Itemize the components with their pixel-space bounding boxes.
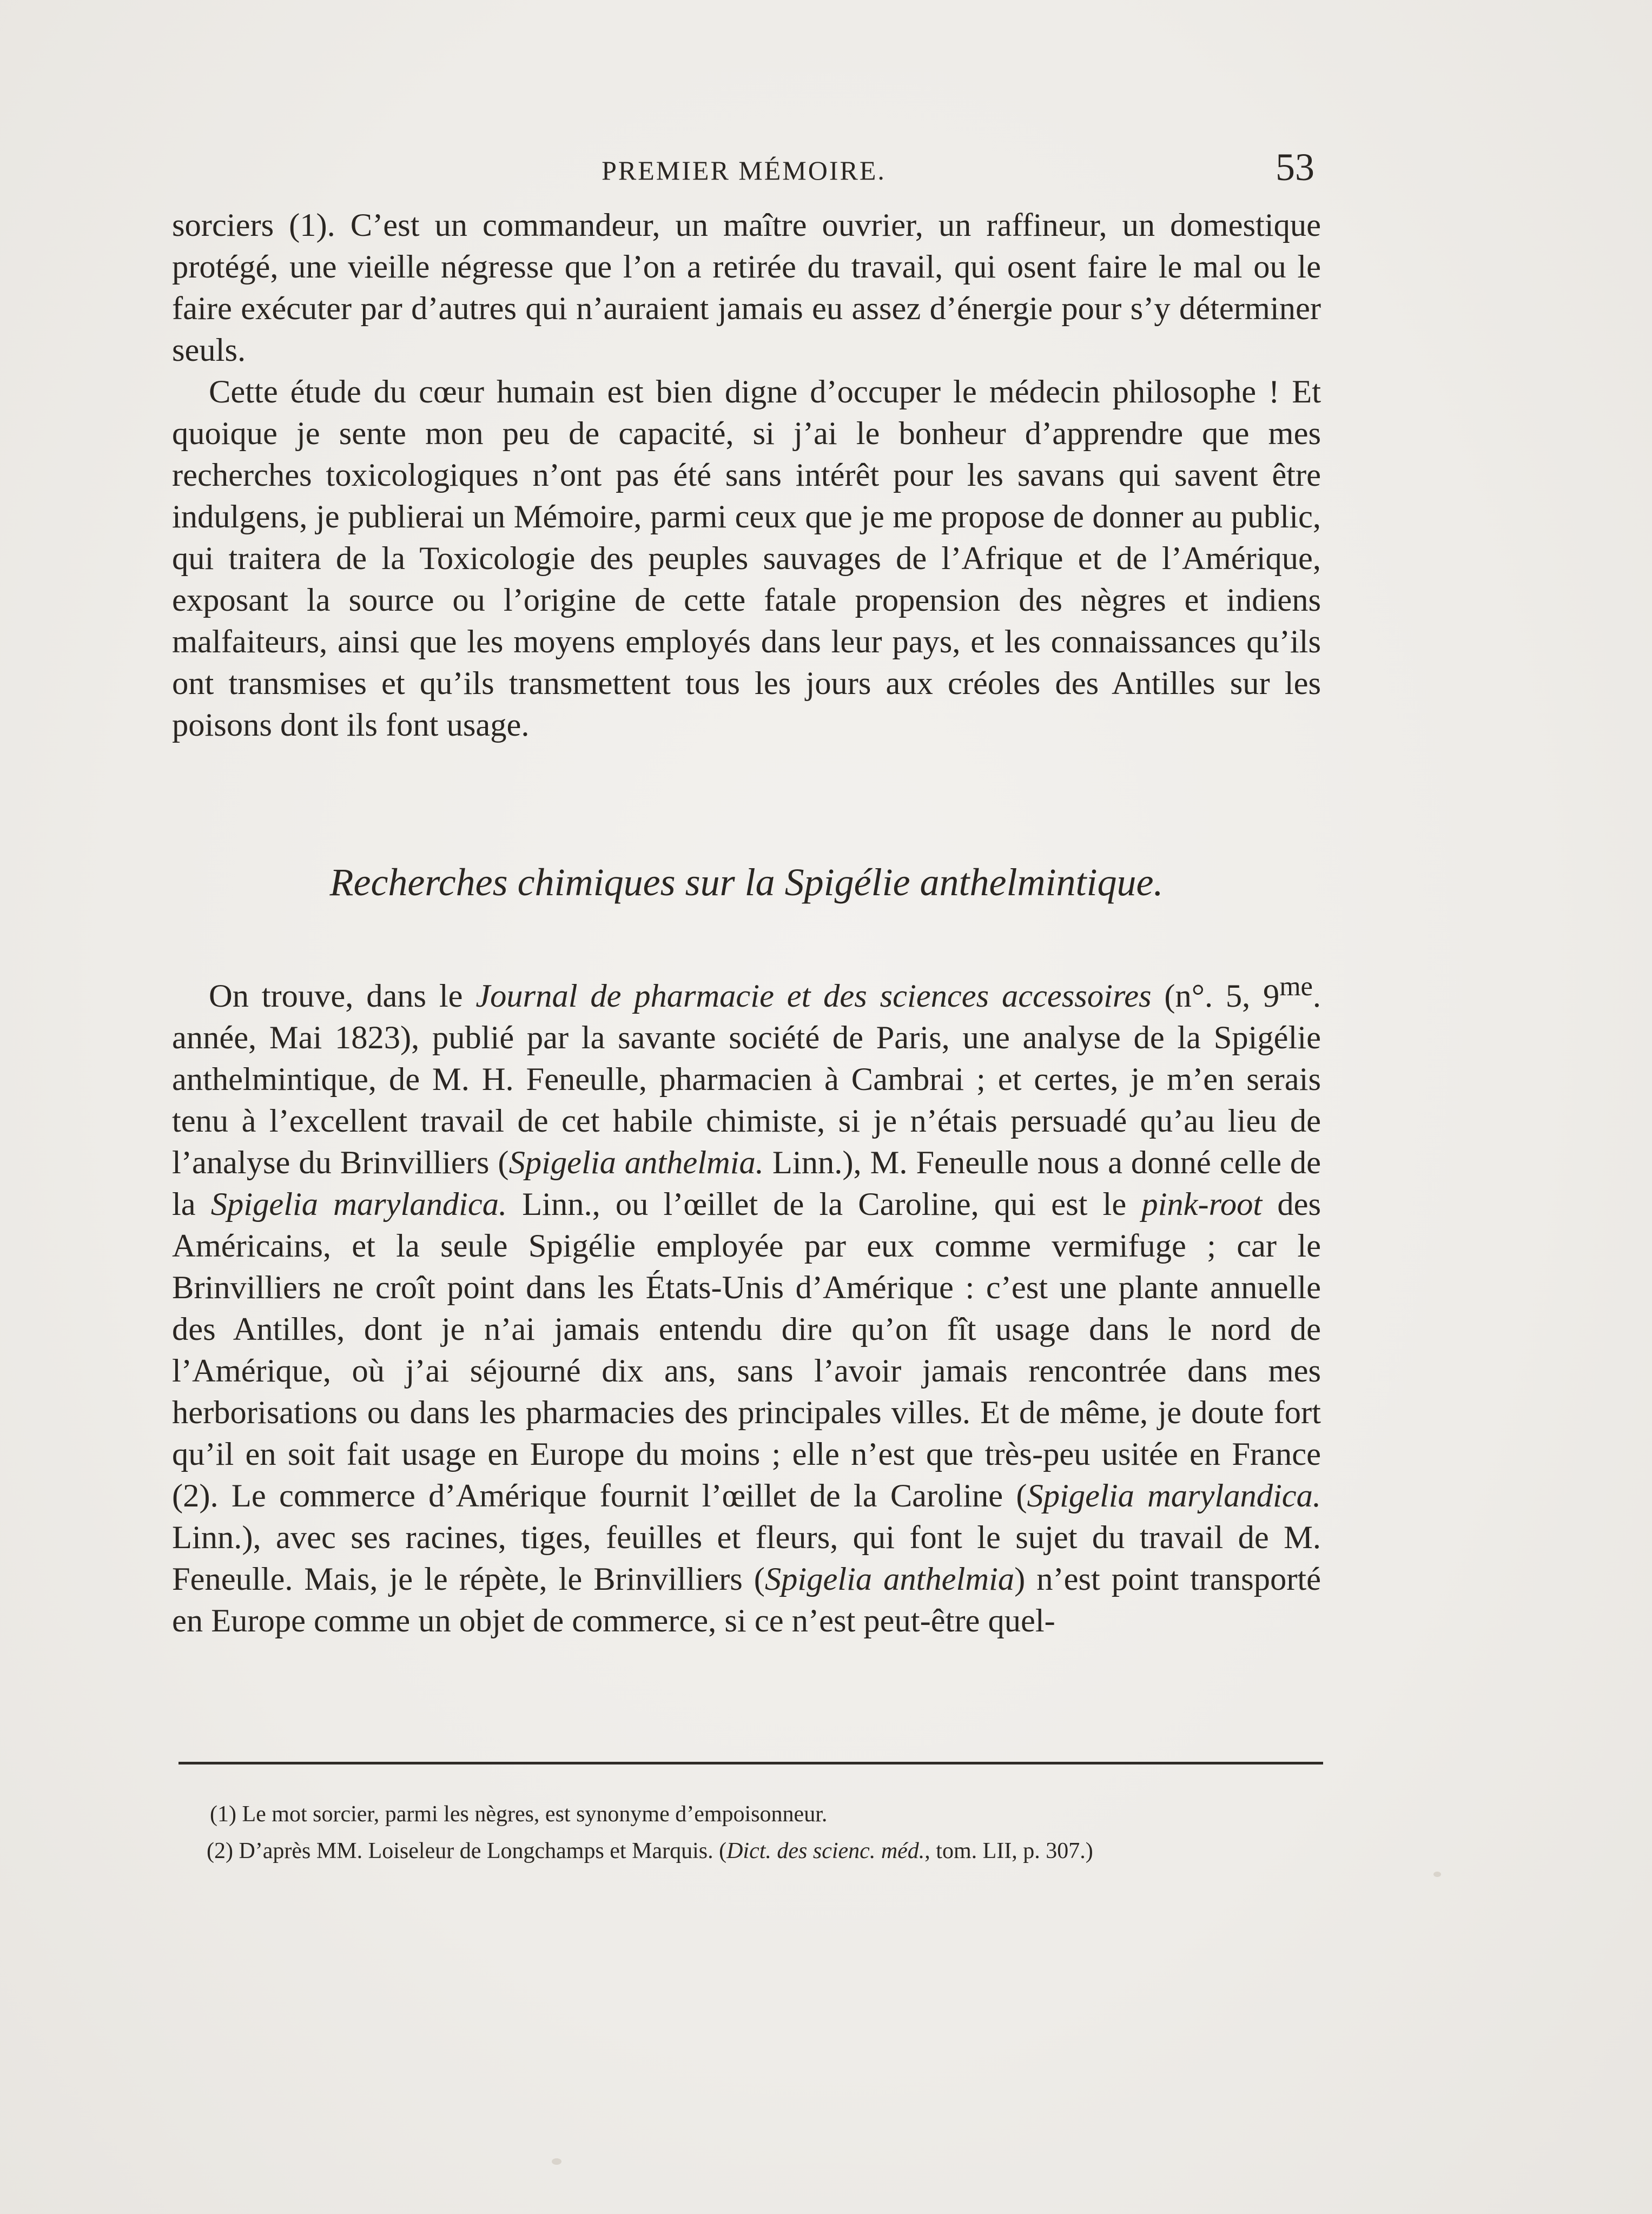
text-run: (1) Le mot sorcier, parmi les nègres, est synonyme d’empoisonneur. [210, 1802, 828, 1827]
section-heading: Recherches chimiques sur la Spigélie anthelmintique. [329, 861, 1164, 904]
superscript-text: me [1279, 971, 1313, 1001]
paragraph [172, 966, 1321, 1642]
footnote-rule [179, 1762, 1323, 1764]
text-run: sorciers (1). C’est un commandeur, un maître ouvrier, un raffineur, un domestique protégé, une vieille négresse que l’on a retirée du travail, qui osent faire le mal ou le faire exécuter par d’autres qui n’auraient jamais eu assez d’énergie pour s’y déterminer seuls. [172, 207, 1321, 368]
italic-text: pink-root [1141, 1186, 1263, 1223]
text-run: Linn.), M. Feneulle nous a donné celle de la [172, 1145, 1321, 1223]
page-header [173, 145, 1314, 194]
text-run: (n°. 5, 9 [1151, 978, 1280, 1015]
page-spot [1433, 1872, 1441, 1877]
text-run: ) n’est point transporté en Europe comme un objet de commerce, si ce n’est peut-être quel- [172, 1561, 1321, 1640]
running-title: PREMIER MÉMOIRE. [602, 155, 886, 186]
paragraph [172, 204, 1321, 371]
text-run: (2) D’après MM. Loiseleur de Longchamps et Marquis. ( [207, 1839, 727, 1863]
text-run: . année, Mai 1823), publié par la savante société de Paris, une analyse de la Spigélie anthelmintique, de M. H. Feneulle, pharmacien à Cambrai ; et certes, je m’en serais tenu à l’excellent travail de cet habile chimiste, si je n’étais persuadé qu’au lieu de l’analyse du Brinvilliers ( [172, 978, 1321, 1181]
italic-text: Journal de pharmacie et des sciences accessoires [475, 978, 1152, 1015]
body-text-section [172, 966, 1321, 1642]
footnote [207, 1833, 1324, 1869]
paragraph [172, 371, 1321, 746]
text-run: Cette étude du cœur humain est bien digne d’occuper le médecin philosophe ! Et quoique je sente mon peu de capacité, si j’ai le bonheur d’apprendre que mes recherches toxicologiques n’ont pas été sans intérêt pour les savans qui savent être indulgens, je publierai un Mémoire, parmi ceux que je me propose de donner au public, qui traitera de la Toxicologie des peuples sauvages de l’Afrique et de l’Amérique, exposant la source ou l’origine de cette fatale propension des nègres et indiens malfaiteurs, ainsi que les moyens employés dans leur pays, et les connaissances qu’ils ont transmises et qu’ils transmettent tous les jours aux créoles des Antilles sur les poisons dont ils font usage. [172, 374, 1321, 743]
body-text-top [172, 204, 1321, 746]
text-run: , tom. LII, p. 307.) [924, 1839, 1093, 1863]
italic-text: Spigelia anthelmia. [508, 1145, 764, 1181]
text-run: Linn.), avec ses racines, tiges, feuilles et fleurs, qui font le sujet du travail de M. Feneulle. Mais, je le répète, le Brinvilliers ( [172, 1519, 1321, 1598]
text-run: des Américains, et la seule Spigélie employée par eux comme vermifuge ; car le Brinvilliers ne croît point dans les États-Unis d’Amérique : c’est une plante annuelle des Antilles, dont je n’ai jamais entendu dire qu’on fît usage dans le nord de l’Amérique, où j’ai séjourné dix ans, sans l’avoir jamais rencontrée dans mes herborisations ou dans les pharmacies des principales villes. Et de même, je doute fort qu’il en soit fait usage en Europe du moins ; elle n’est que très-peu usitée en France (2). Le commerce d’Amérique fournit l’œillet de la Caroline ( [172, 1186, 1321, 1515]
italic-text: Spigelia anthelmia [764, 1561, 1015, 1598]
page-number: 53 [1276, 146, 1314, 189]
footnotes [207, 1796, 1324, 1869]
footnote [210, 1796, 1324, 1833]
italic-text: Spigelia marylandica. [1027, 1478, 1321, 1515]
italic-text: Dict. des scienc. méd. [726, 1839, 925, 1863]
text-run: Linn., ou l’œillet de la Caroline, qui est le [507, 1186, 1142, 1223]
text-run: On trouve, dans le [209, 978, 476, 1015]
page-spot [552, 2158, 561, 2165]
italic-text: Spigelia marylandica. [210, 1186, 507, 1223]
